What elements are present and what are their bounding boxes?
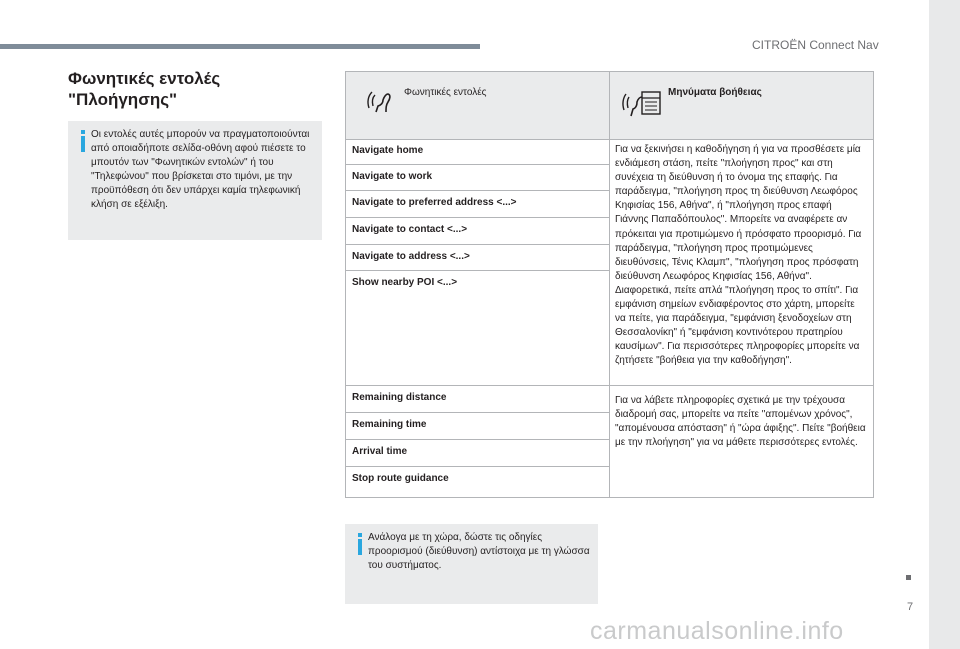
command-label: Remaining distance — [352, 392, 447, 403]
watermark: carmanualsonline.info — [590, 617, 844, 645]
page-marker — [906, 575, 911, 580]
info-note — [345, 524, 598, 604]
table-row — [346, 386, 609, 413]
table-row — [346, 271, 609, 386]
command-label: Navigate home — [352, 145, 424, 156]
help-message-icon — [620, 86, 664, 120]
voice-commands-table — [345, 71, 874, 498]
row-group-divider — [609, 385, 873, 386]
table-row — [346, 191, 609, 218]
info-note-text: Ανάλογα με τη χώρα, δώστε τις οδηγίες προορισμού (διεύθυνση) αντίστοιχα με τη γλώσσα του συστήματος. — [368, 532, 590, 571]
section-title-line-1: Φωνητικές εντολές — [68, 69, 221, 88]
command-label: Navigate to preferred address <...> — [352, 197, 517, 208]
table-header-help: Μηνύματα βοήθειας — [668, 87, 762, 98]
command-label: Show nearby POI <...> — [352, 277, 458, 288]
info-icon — [356, 533, 365, 555]
column-divider — [609, 72, 610, 497]
table-row — [346, 218, 609, 245]
info-note-text: Οι εντολές αυτές μπορούν να πραγματοποιούνται από οποιαδήποτε σελίδα-οθόνη αφού πιέσετε το μπουτόν των "Φωνητικών εντολών" ή του "Τηλεφώνου" που βρίσκεται στο τιμόνι, με την προϋπόθεση ότι δεν υπάρχει καμία τηλεφωνική κλήση σε εξέλιξη. — [91, 129, 310, 210]
info-icon — [79, 130, 88, 152]
info-note — [68, 121, 322, 240]
table-header-commands: Φωνητικές εντολές — [404, 87, 487, 98]
section-title-line-2: "Πλοήγησης" — [68, 90, 178, 109]
table-row — [346, 139, 609, 165]
help-text-route-info: Για να λάβετε πληροφορίες σχετικά με την τρέχουσα διαδρομή σας, μπορείτε να πείτε "απομένων χρόνος", "απομένουσα απόσταση" ή "ώρα άφιξης". Πείτε "βοήθεια με την πλοήγηση" για να μάθετε περισσότερες εντολές. — [615, 395, 866, 449]
page-number: 7 — [907, 601, 914, 613]
voice-command-icon — [364, 86, 394, 116]
help-text-navigation: Για να ξεκινήσει η καθοδήγηση ή για να προσθέσετε μία ενδιάμεση στάση, πείτε "πλοήγηση προς" και στη συνέχεια τη διεύθυνση ή το όνομα της επαφής. Για παράδειγμα, "πλοήγηση προς τη διεύθυνση Λεωφόρος Κηφισίας 156, Αθήνα", ή "πλοήγηση προς επαφή Γιάννης Παπαδόπουλος". Μπορείτε να αναφέρετε αν πρόκειται για προτιμώμενο ή πρόσφατο προορισμό. Για παράδειγμα, "πλοήγηση προς προτιμώμενες διευθύνσεις, Τένις Κλαμπ", "πλοήγηση προς πρόσφατη διεύθυνση Λεωφόρος Κηφισίας 156, Αθήνα". Διαφορετικά, πείτε απλά "πλοήγηση προς το σπίτι". Για εμφάνιση σημείων ενδιαφέροντος στο χάρτη, μπορείτε να πείτε, για παράδειγμα, "εμφάνιση ξενοδοχείων στη Θεσσαλονίκη" ή "εμφάνιση κοντινότερου πρατηρίου καυσίμων". Για περισσότερες πληροφορίες μπορείτε να ζητήσετε "βοήθεια για την καθοδήγηση". — [615, 144, 862, 367]
command-label: Arrival time — [352, 446, 408, 457]
command-label: Navigate to work — [352, 171, 433, 182]
section-title — [68, 68, 318, 110]
command-label: Navigate to address <...> — [352, 251, 470, 262]
table-row — [346, 467, 609, 497]
table-row — [346, 440, 609, 467]
table-row — [346, 413, 609, 440]
command-label: Stop route guidance — [352, 473, 449, 484]
command-label: Remaining time — [352, 419, 427, 430]
page-edge-band — [929, 0, 960, 649]
command-label: Navigate to contact <...> — [352, 224, 468, 235]
table-row — [346, 245, 609, 271]
header-title: CITROËN Connect Nav — [752, 38, 879, 52]
header-rule — [0, 44, 480, 49]
table-row — [346, 165, 609, 191]
